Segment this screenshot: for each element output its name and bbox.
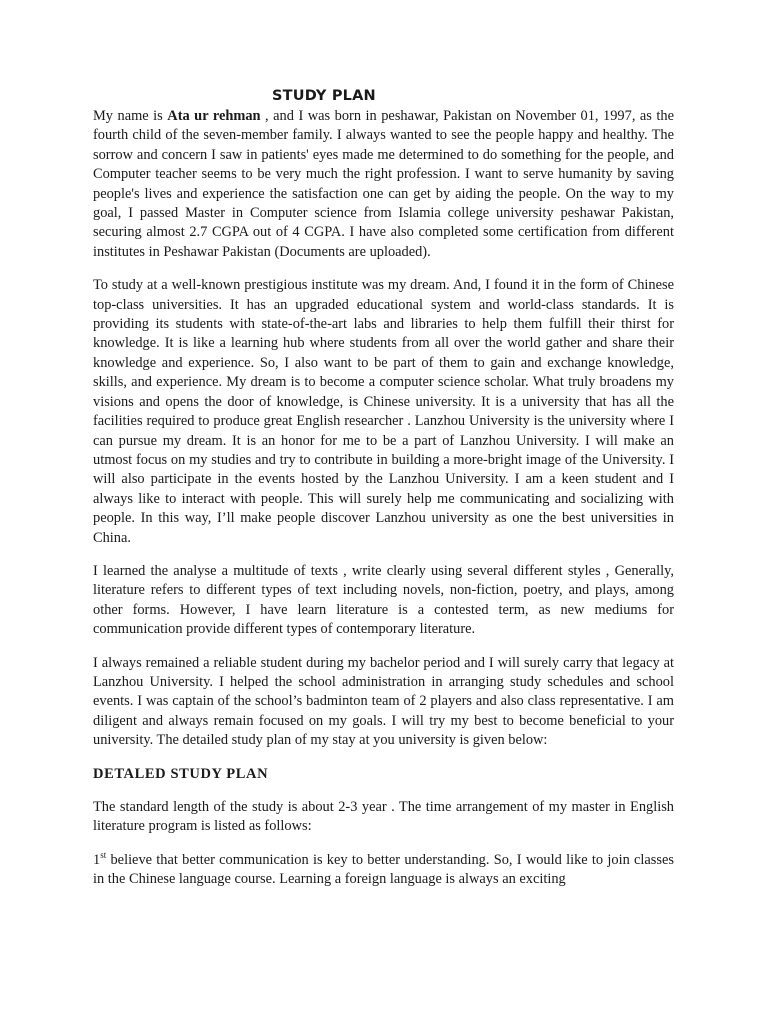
motivation-paragraph: To study at a well-known prestigious institute was my dream. And, I found it in the form of Chinese top-class universities. It has an upgraded educational system and world-class standards. It is providing its students with state-of-the-art labs and libraries to help them fulfill their thirst for knowledge. It is like a learning hub where students from all over the world gather and share their knowledge and experience. So, I also want to be part of them to gain and exchange knowledge, skills, and experience. My dream is to become a computer science scholar. What truly broadens my visions and opens the door of knowledge, is Chinese university. It is a university that has all the facilities required to produce great English researcher . Lanzhou University is the university where I can pursue my dream. It is an honor for me to be a part of Lanzhou University. I will make an utmost focus on my studies and try to contribute in building a more-bright image of the University. I will also participate in the events hosted by the Lanzhou University. I am a keen student and I always like to interact with people. This will surely help me communicating and socializing with people. In this way, I’ll make people discover Lanzhou university as one the best universities in China. xyxy=(93,277,674,546)
first-step-paragraph xyxy=(93,851,674,890)
step-text: believe that better communication is key to better understanding. So, I would like to join classes in the Chinese language course. Learning a foreign language is always an exciting xyxy=(93,851,674,888)
step-ordinal-suffix: st xyxy=(100,849,107,860)
intro-paragraph xyxy=(93,107,674,262)
literature-paragraph: I learned the analyse a multitude of texts , write clearly using several different styles , Generally, literature refers to different types of text including novels, non-fiction, poetry, and plays, among other forms. However, I have learn literature is a contested term, as new mediums for communication provide different types of contemporary literature. xyxy=(93,562,674,638)
step-number: 1 xyxy=(93,851,101,868)
author-name: Ata ur rehman xyxy=(167,108,261,124)
intro-rest-text: , and I was born in peshawar, Pakistan on November 01, 1997, as the fourth child of the seven-member family. I always wanted to see the people happy and healthy. The sorrow and concern I saw in patients' eyes made me determined to do something for the people, and Computer teacher seems to be very much the right profession. I want to serve humanity by saving people's lives and experience the satisfaction one can get by aiding the people. On the way to my goal, I passed Master in Computer science from Islamia college university peshawar Pakistan, securing almost 2.7 CGPA out of 4 CGPA. I have also completed some certification from different institutes in Peshawar Pakistan (Documents are uploaded). xyxy=(93,108,675,260)
document-body xyxy=(93,107,674,904)
document-title: STUDY PLAN xyxy=(272,88,376,104)
section-heading: DETALED STUDY PLAN xyxy=(93,765,269,782)
intro-lead-text: My name is xyxy=(93,108,168,124)
study-length-paragraph: The standard length of the study is about 2-3 year . The time arrangement of my master in English literature program is listed as follows: xyxy=(93,799,674,835)
student-record-paragraph: I always remained a reliable student during my bachelor period and I will surely carry that legacy at Lanzhou University. I helped the school administration in arranging study schedules and school events. I was captain of the school’s badminton team of 2 players and also class representative. I am diligent and always remain focused on my goals. I will try my best to become beneficial to your university. The detailed study plan of my stay at you university is given below: xyxy=(93,654,674,749)
